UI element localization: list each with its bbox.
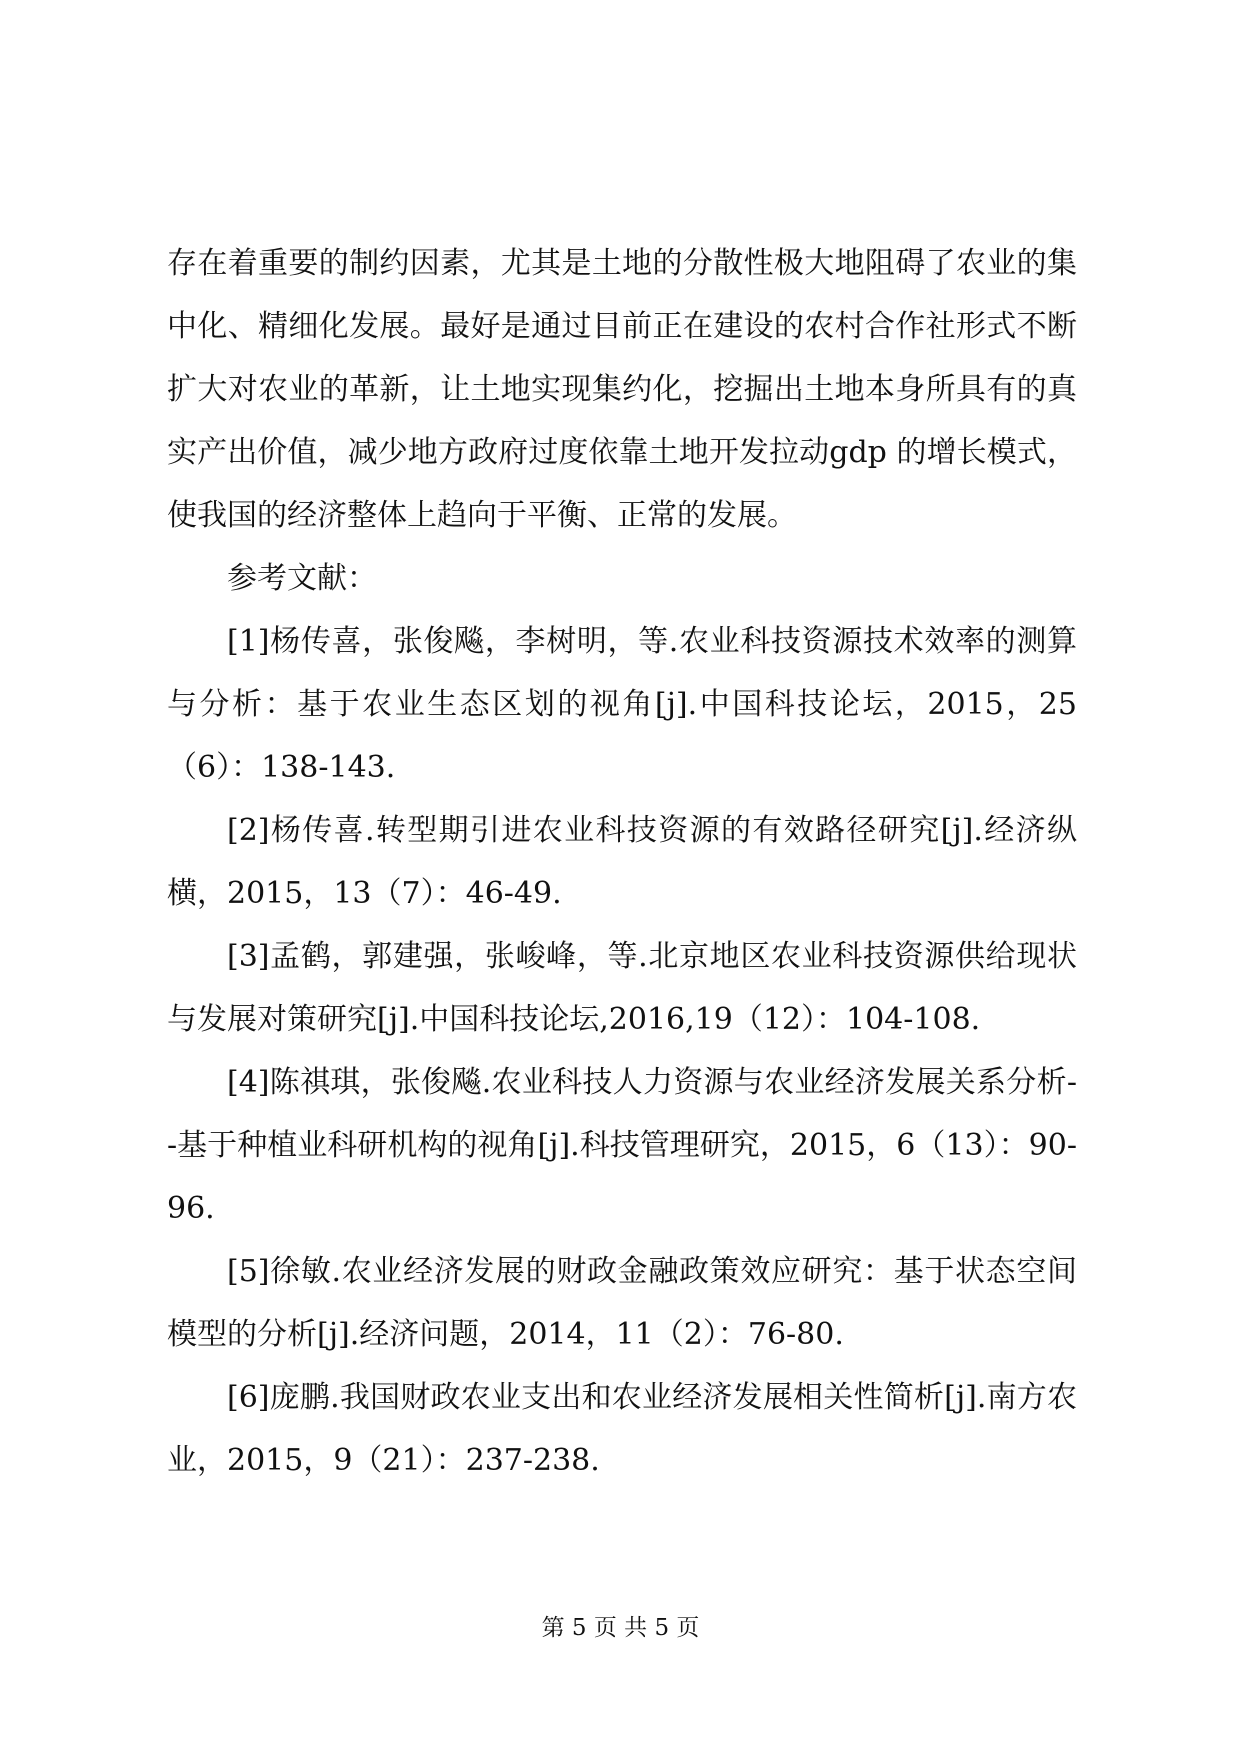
page-footer: 第 5 页 共 5 页 — [541, 1615, 700, 1641]
reference-item-4: [4]陈祺琪，张俊飚.农业科技人力资源与农业经济发展关系分析--基于种植业科研机构的视角[j].科技管理研究，2015，6（13）：90-96. — [167, 1065, 1077, 1226]
references-heading: 参考文献： — [227, 561, 377, 596]
body-paragraph: 存在着重要的制约因素，尤其是土地的分散性极大地阻碍了农业的集中化、精细化发展。最好是通过目前正在建设的农村合作社形式不断扩大对农业的革新，让土地实现集约化，挖掘出土地本身所具有的真实产出价值，减少地方政府过度依靠土地开发拉动gdp 的增长模式，使我国的经济整体上趋向于平衡、正常的发展。 — [167, 246, 1077, 533]
reference-item-5: [5]徐敏.农业经济发展的财政金融政策效应研究：基于状态空间模型的分析[j].经济问题，2014，11（2）：76-80. — [167, 1254, 1077, 1352]
reference-item-6: [6]庞鹏.我国财政农业支出和农业经济发展相关性简析[j].南方农业，2015，9（21）：237-238. — [167, 1380, 1077, 1478]
reference-item-3: [3]孟鹤，郭建强，张峻峰，等.北京地区农业科技资源供给现状与发展对策研究[j].中国科技论坛,2016,19（12）：104-108. — [167, 939, 1077, 1037]
reference-item-1: [1]杨传喜，张俊飚，李树明，等.农业科技资源技术效率的测算与分析：基于农业生态区划的视角[j].中国科技论坛，2015，25（6）：138-143. — [167, 624, 1077, 785]
reference-item-2: [2]杨传喜.转型期引进农业科技资源的有效路径研究[j].经济纵横，2015，13（7）：46-49. — [167, 813, 1077, 911]
document-body — [167, 232, 1077, 1492]
